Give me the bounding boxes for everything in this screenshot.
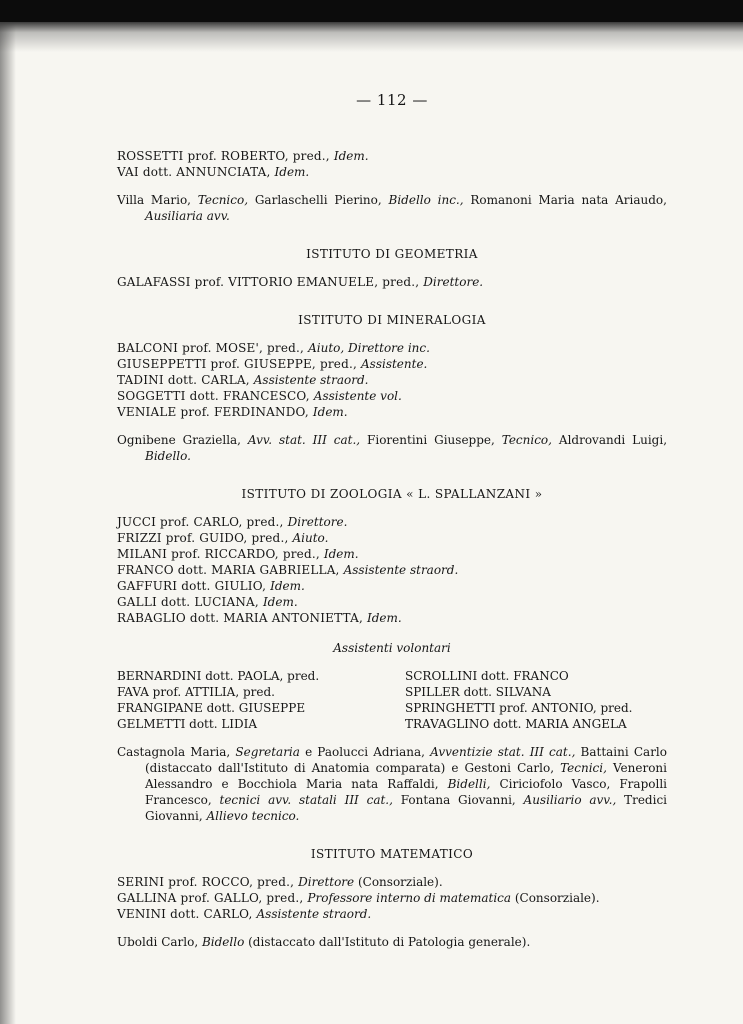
entry-line: SOGGETTI dott. FRANCESCO, Assistente vol. bbox=[117, 389, 402, 403]
entry-line: JUCCI prof. CARLO, pred., Direttore. bbox=[117, 515, 348, 529]
role-text: Tecnico, bbox=[197, 193, 249, 207]
role-text: Ausiliaria avv. bbox=[145, 209, 230, 223]
staff-paragraph bbox=[117, 934, 667, 950]
scan-shadow bbox=[0, 22, 743, 52]
name-text: Garlaschelli Pierino, bbox=[248, 193, 389, 207]
name-text: Uboldi Carlo, bbox=[117, 935, 202, 949]
name-text: e Paolucci Adriana, bbox=[299, 745, 431, 759]
entry-line: VENIALE prof. FERDINANDO, Idem. bbox=[117, 405, 348, 419]
entry-line: GIUSEPPETTI prof. GIUSEPPE, pred., Assistente. bbox=[117, 357, 428, 371]
entry-line: SERINI prof. ROCCO, pred., Direttore (Consorziale). bbox=[117, 875, 443, 889]
volontari-left-column bbox=[117, 668, 382, 732]
entry-line: VAI dott. ANNUNCIATA, Idem. bbox=[117, 165, 310, 179]
role-text: Avv. stat. III cat., bbox=[247, 433, 361, 447]
scan-border-left bbox=[0, 22, 16, 1024]
entry-line: VENINI dott. CARLO, Assistente straord. bbox=[117, 907, 372, 921]
name-text: (distaccato dall'Istituto di Patologia generale). bbox=[244, 935, 531, 949]
role-text: tecnici avv. statali III cat., bbox=[219, 793, 393, 807]
section-heading-geometria: ISTITUTO DI GEOMETRIA bbox=[306, 247, 478, 261]
entry-line: FRIZZI prof. GUIDO, pred., Aiuto. bbox=[117, 531, 329, 545]
section-heading-mineralogia: ISTITUTO DI MINERALOGIA bbox=[298, 313, 486, 327]
section-heading-matematico: ISTITUTO MATEMATICO bbox=[310, 847, 474, 861]
name-text: Tredici Giovanni, bbox=[145, 793, 668, 823]
name-text: Fontana Giovanni, bbox=[392, 793, 524, 807]
document-page bbox=[117, 92, 667, 950]
name-text: Ognibene Graziella, bbox=[117, 433, 248, 447]
name-text: Villa Mario, bbox=[117, 193, 198, 207]
entry-line: GALAFASSI prof. VITTORIO EMANUELE, pred., Direttore. bbox=[117, 275, 484, 289]
name-text: Veneroni Alessandro e Bocchiola Maria nata Raffaldi, bbox=[145, 761, 667, 791]
entry-line: GAFFURI dott. GIULIO, Idem. bbox=[117, 579, 305, 593]
role-text: Bidello bbox=[201, 935, 245, 949]
subheading-assistenti-volontari: Assistenti volontari bbox=[333, 641, 451, 655]
matematico-entries bbox=[117, 874, 667, 922]
list-item: FRANGIPANE dott. GIUSEPPE bbox=[117, 701, 306, 715]
role-text: Bidelli, bbox=[447, 777, 491, 791]
name-text: Romanoni Maria nata Ariaudo, bbox=[463, 193, 667, 207]
name-text: Fiorentini Giuseppe, bbox=[360, 433, 502, 447]
volontari-right-column bbox=[405, 668, 667, 732]
list-item: SPRINGHETTI prof. ANTONIO, pred. bbox=[405, 701, 633, 715]
scan-border-top bbox=[0, 0, 743, 22]
name-text: Aldrovandi Luigi, bbox=[551, 433, 668, 447]
entry-line: GALLINA prof. GALLO, pred., Professore interno di matematica (Consorziale). bbox=[117, 891, 600, 905]
role-text: Tecnico, bbox=[501, 433, 552, 447]
list-item: SPILLER dott. SILVANA bbox=[405, 685, 551, 699]
list-item: FAVA prof. ATTILIA, pred. bbox=[117, 685, 275, 699]
top-entries bbox=[117, 148, 667, 180]
name-text: Ciriciofolo Vasco, Frapolli Francesco, bbox=[145, 777, 667, 807]
staff-paragraph bbox=[117, 432, 667, 464]
list-item: SCROLLINI dott. FRANCO bbox=[405, 669, 569, 683]
role-text: Bidello inc., bbox=[388, 193, 464, 207]
section-heading-zoologia: ISTITUTO DI ZOOLOGIA « L. SPALLANZANI » bbox=[241, 487, 543, 501]
zoologia-entries bbox=[117, 514, 667, 626]
list-item: TRAVAGLINO dott. MARIA ANGELA bbox=[405, 717, 627, 731]
list-item: BERNARDINI dott. PAOLA, pred. bbox=[117, 669, 320, 683]
volontari-columns bbox=[117, 668, 667, 732]
role-text: Avventizie stat. III cat., bbox=[430, 745, 576, 759]
role-text: Ausiliario avv., bbox=[523, 793, 617, 807]
entry-line: GALLI dott. LUCIANA, Idem. bbox=[117, 595, 298, 609]
entry-line: ROSSETTI prof. ROBERTO, pred., Idem. bbox=[117, 149, 369, 163]
staff-paragraph bbox=[117, 192, 667, 224]
page-number: — 112 — bbox=[356, 91, 428, 109]
role-text: Tecnici, bbox=[560, 761, 607, 775]
entry-line: BALCONI prof. MOSE', pred., Aiuto, Direttore inc. bbox=[117, 341, 430, 355]
staff-paragraph bbox=[117, 744, 667, 824]
name-text: Castagnola Maria, bbox=[117, 745, 236, 759]
entry-line: FRANCO dott. MARIA GABRIELLA, Assistente straord. bbox=[117, 563, 459, 577]
name-text: Battaini Carlo (distaccato dall'Istituto di Anatomia comparata) e Gestoni Carlo, bbox=[145, 745, 667, 775]
role-text: Segretaria bbox=[235, 745, 300, 759]
role-text: Allievo tecnico. bbox=[206, 809, 300, 823]
mineralogia-entries bbox=[117, 340, 667, 420]
entry-line: MILANI prof. RICCARDO, pred., Idem. bbox=[117, 547, 359, 561]
entry-line: TADINI dott. CARLA, Assistente straord. bbox=[117, 373, 369, 387]
role-text: Bidello. bbox=[145, 449, 191, 463]
list-item: GELMETTI dott. LIDIA bbox=[117, 717, 258, 731]
entry-line: RABAGLIO dott. MARIA ANTONIETTA, Idem. bbox=[117, 611, 402, 625]
